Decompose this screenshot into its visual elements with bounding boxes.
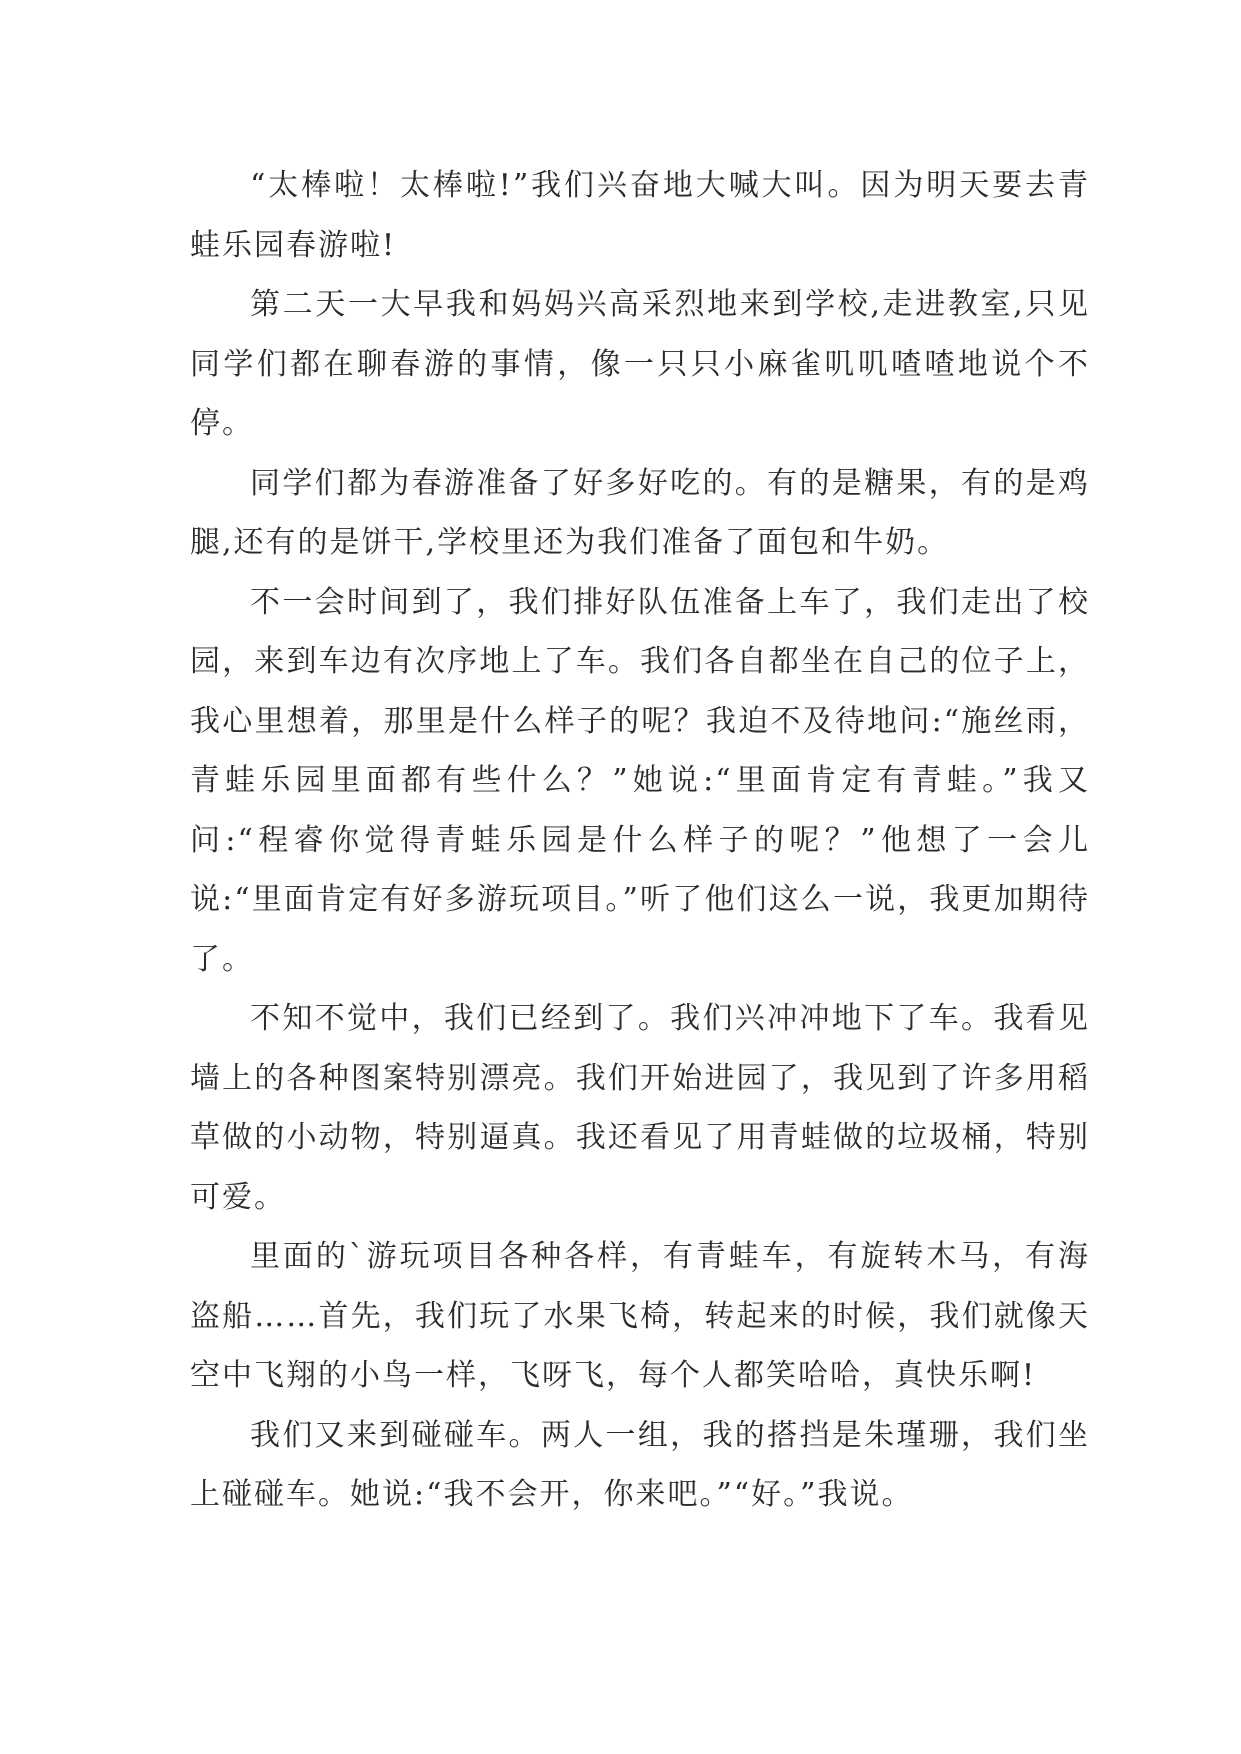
paragraph: 不一会时间到了，我们排好队伍准备上车了，我们走出了校园，来到车边有次序地上了车。我们各自都坐在自己的位子上，我心里想着，那里是什么样子的呢？我迫不及待地问:“施丝雨，青蛙乐园里面都有些什么？”她说:“里面肯定有青蛙。”我又问:“程睿你觉得青蛙乐园是什么样子的呢？”他想了一会儿说:“里面肯定有好多游玩项目。”听了他们这么一说，我更加期待了。 [190,584,1090,977]
paragraph: 第二天一大早我和妈妈兴高采烈地来到学校,走进教室,只见同学们都在聊春游的事情，像一只只小麻雀叽叽喳喳地说个不停。 [190,287,1090,441]
paragraph: 同学们都为春游准备了好多好吃的。有的是糖果，有的是鸡腿,还有的是饼干,学校里还为我们准备了面包和牛奶。 [190,465,1090,560]
paragraph: 里面的`游玩项目各种各样，有青蛙车，有旋转木马，有海盗船……首先，我们玩了水果飞椅，转起来的时候，我们就像天空中飞翔的小鸟一样，飞呀飞，每个人都笑哈哈，真快乐啊! [190,1239,1090,1393]
document-body [190,156,1090,1525]
paragraph: “太棒啦！太棒啦!”我们兴奋地大喊大叫。因为明天要去青蛙乐园春游啦! [190,168,1090,263]
paragraph: 不知不觉中，我们已经到了。我们兴冲冲地下了车。我看见墙上的各种图案特别漂亮。我们开始进园了，我见到了许多用稻草做的小动物，特别逼真。我还看见了用青蛙做的垃圾桶，特别可爱。 [190,1001,1090,1215]
paragraph: 我们又来到碰碰车。两人一组，我的搭挡是朱瑾珊，我们坐上碰碰车。她说:“我不会开，你来吧。”“好。”我说。 [190,1417,1090,1512]
